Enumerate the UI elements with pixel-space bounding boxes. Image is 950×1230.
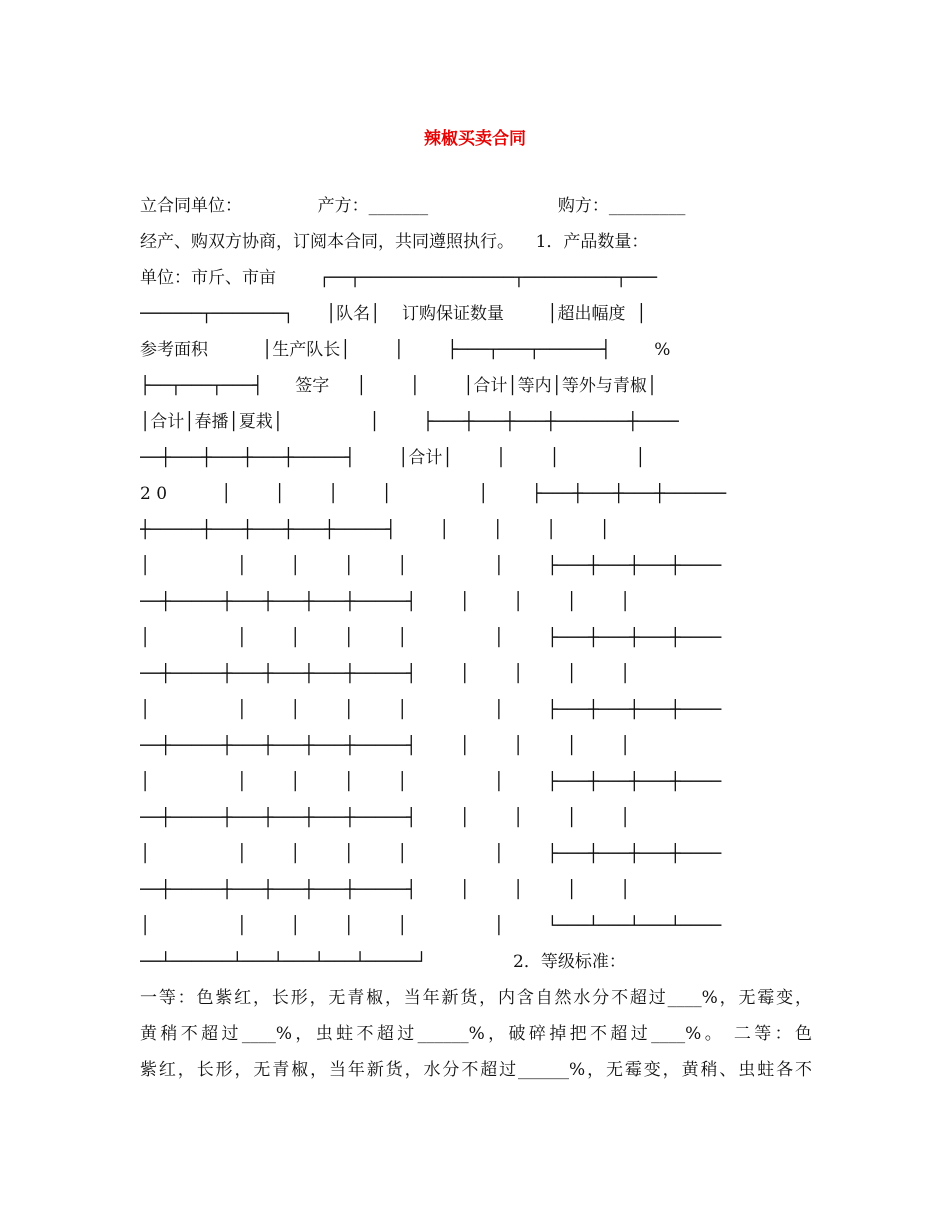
table-line-21: │ │ │ │ │ │ └───┴───┴───┴────: [140, 916, 722, 936]
table-line-9: 2 0 │ │ │ │ │ ├───┼───┼───┼──────: [140, 484, 727, 504]
table-line-17: │ │ │ │ │ │ ├───┼───┼───┼────: [140, 772, 722, 792]
table-line-16: ──┼─────┼───┼───┼───┼─────┤ │ │ │ │: [140, 736, 631, 756]
text-line-23: 一等：色紫红，长形，无青椒，当年新货，内含自然水分不超过____%，无霉变，: [140, 988, 812, 1008]
text-line-25: 紫红，长形，无青椒，当年新货，水分不超过______%，无霉变，黄稍、虫蛀各不: [140, 1060, 812, 1080]
table-line-19: │ │ │ │ │ │ ├───┼───┼───┼────: [140, 844, 722, 864]
table-line-3: 单位：市斤、市亩 ┌──┬───────────────┬─────────┬───: [140, 268, 657, 288]
table-line-4: ──────┬───────┐ │队名│ 订购保证数量 │超出幅度 │: [140, 304, 647, 324]
table-line-18: ──┼─────┼───┼───┼───┼─────┤ │ │ │ │: [140, 808, 631, 828]
table-line-5: 参考面积 │生产队长│ │ ├───┬───┬──────┤ %: [140, 340, 671, 360]
table-line-6: ├──┬───┬───┤ 签字 │ │ │合计│等内│等外与青椒│: [140, 376, 658, 396]
table-line-15: │ │ │ │ │ │ ├───┼───┼───┼────: [140, 700, 722, 720]
text-line-24: 黄稍不超过____%，虫蛀不超过______%，破碎掉把不超过____%。 二等：色: [140, 1024, 812, 1044]
table-line-10: ┼─────┼───┼───┼───┼─────┤ │ │ │ │: [140, 520, 610, 540]
table-line-12: ──┼─────┼───┼───┼───┼─────┤ │ │ │ │: [140, 592, 631, 612]
table-line-22: ──┴──────┴───┴───┴───┴─────┘ 2．等级标准：: [140, 952, 626, 972]
table-line-7: │合计│春播│夏栽│ │ ├───┼───┼───┼───────┼────: [140, 412, 679, 432]
table-line-8: ──┼───┼───┼───┼─────┤ │合计│ │ │ │: [140, 448, 646, 468]
table-line-14: ──┼─────┼───┼───┼───┼─────┤ │ │ │ │: [140, 664, 631, 684]
text-line-2: 经产、购双方协商，订阅本合同，共同遵照执行。 1．产品数量：: [140, 232, 649, 252]
text-line-1: 立合同单位： 产方：_______ 购方：_________: [140, 196, 686, 216]
page-title: 辣椒买卖合同: [424, 129, 526, 149]
table-line-11: │ │ │ │ │ │ ├───┼───┼───┼────: [140, 556, 722, 576]
table-line-20: ──┼─────┼───┼───┼───┼─────┤ │ │ │ │: [140, 880, 631, 900]
table-line-13: │ │ │ │ │ │ ├───┼───┼───┼────: [140, 628, 722, 648]
